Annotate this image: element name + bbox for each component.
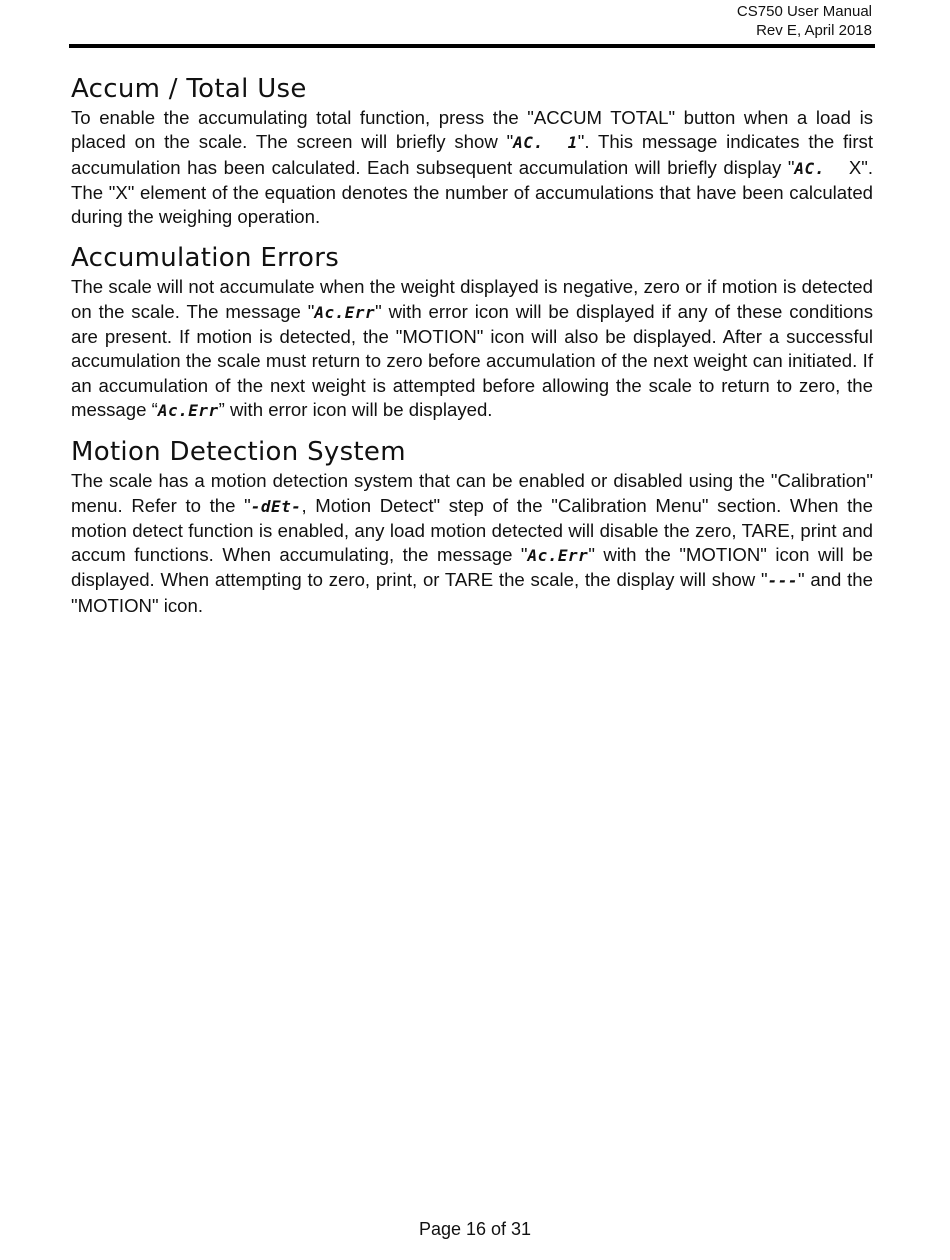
section-motion-detection-system xyxy=(71,435,873,618)
page-header xyxy=(737,2,872,40)
section-paragraph xyxy=(71,275,873,423)
display-code: AC. xyxy=(794,158,825,178)
paragraph-text: " with error icon will be displayed if any of these conditions are present. If motion is detected, the "MOTION" icon will also be displayed. After a successful accumulation the scale must return to zero before accumulation of the next weight can initiated. If an accumulation of the next weight is attempted before allowing the scale to return to zero, the message “ xyxy=(71,300,873,420)
display-code: AC. xyxy=(513,133,544,153)
display-code: --- xyxy=(767,571,798,591)
display-code: 1 xyxy=(567,133,578,153)
revision-date: Rev E, April 2018 xyxy=(756,22,872,39)
paragraph-text: , Motion Detect" step of the "Calibration Menu" section. When the motion detect function is enabled, any load motion detected will disable the zero, TARE, print and accum functions. When accumulating, the message " xyxy=(71,494,873,566)
header-divider xyxy=(69,44,875,48)
paragraph-text: The scale has a motion detection system that can be enabled or disabled using the "Calibration" menu. Refer to the " xyxy=(71,470,873,516)
paragraph-text: The scale will not accumulate when the weight displayed is negative, zero or if motion is detected on the scale. The message " xyxy=(71,276,873,322)
paragraph-text: " with the "MOTION" icon will be displayed. When attempting to zero, print, or TARE the scale, the display will show " xyxy=(71,544,873,591)
page-content xyxy=(71,72,873,630)
section-accumulation-errors xyxy=(71,241,873,423)
section-paragraph xyxy=(71,469,873,618)
paragraph-text: X". The "X" element of the equation denotes the number of accumulations that have been calculated during the weighing operation. xyxy=(71,156,873,228)
display-code: -dEt- xyxy=(250,496,302,516)
manual-title: CS750 User Manual xyxy=(736,3,872,20)
display-code: Ac.Err xyxy=(157,400,219,420)
paragraph-text: To enable the accumulating total function, press the "ACCUM TOTAL" button when a load is placed on the scale. The screen will briefly show " xyxy=(71,107,873,153)
section-accum-total-use xyxy=(71,72,873,229)
paragraph-text: " and the "MOTION" icon. xyxy=(71,569,873,616)
display-code: Ac.Err xyxy=(527,546,589,566)
page-number: Page 16 of 31 xyxy=(418,1219,532,1239)
display-code: Ac.Err xyxy=(314,302,376,322)
section-heading: Accumulation Errors xyxy=(71,243,340,274)
paragraph-text: ". This message indicates the first accumulation has been calculated. Each subsequent accumulation will briefly display " xyxy=(71,131,873,178)
paragraph-text: ” with error icon will be displayed. xyxy=(218,398,493,420)
section-heading: Accum / Total Use xyxy=(71,74,307,104)
section-paragraph xyxy=(71,106,873,229)
section-heading: Motion Detection System xyxy=(71,437,406,468)
